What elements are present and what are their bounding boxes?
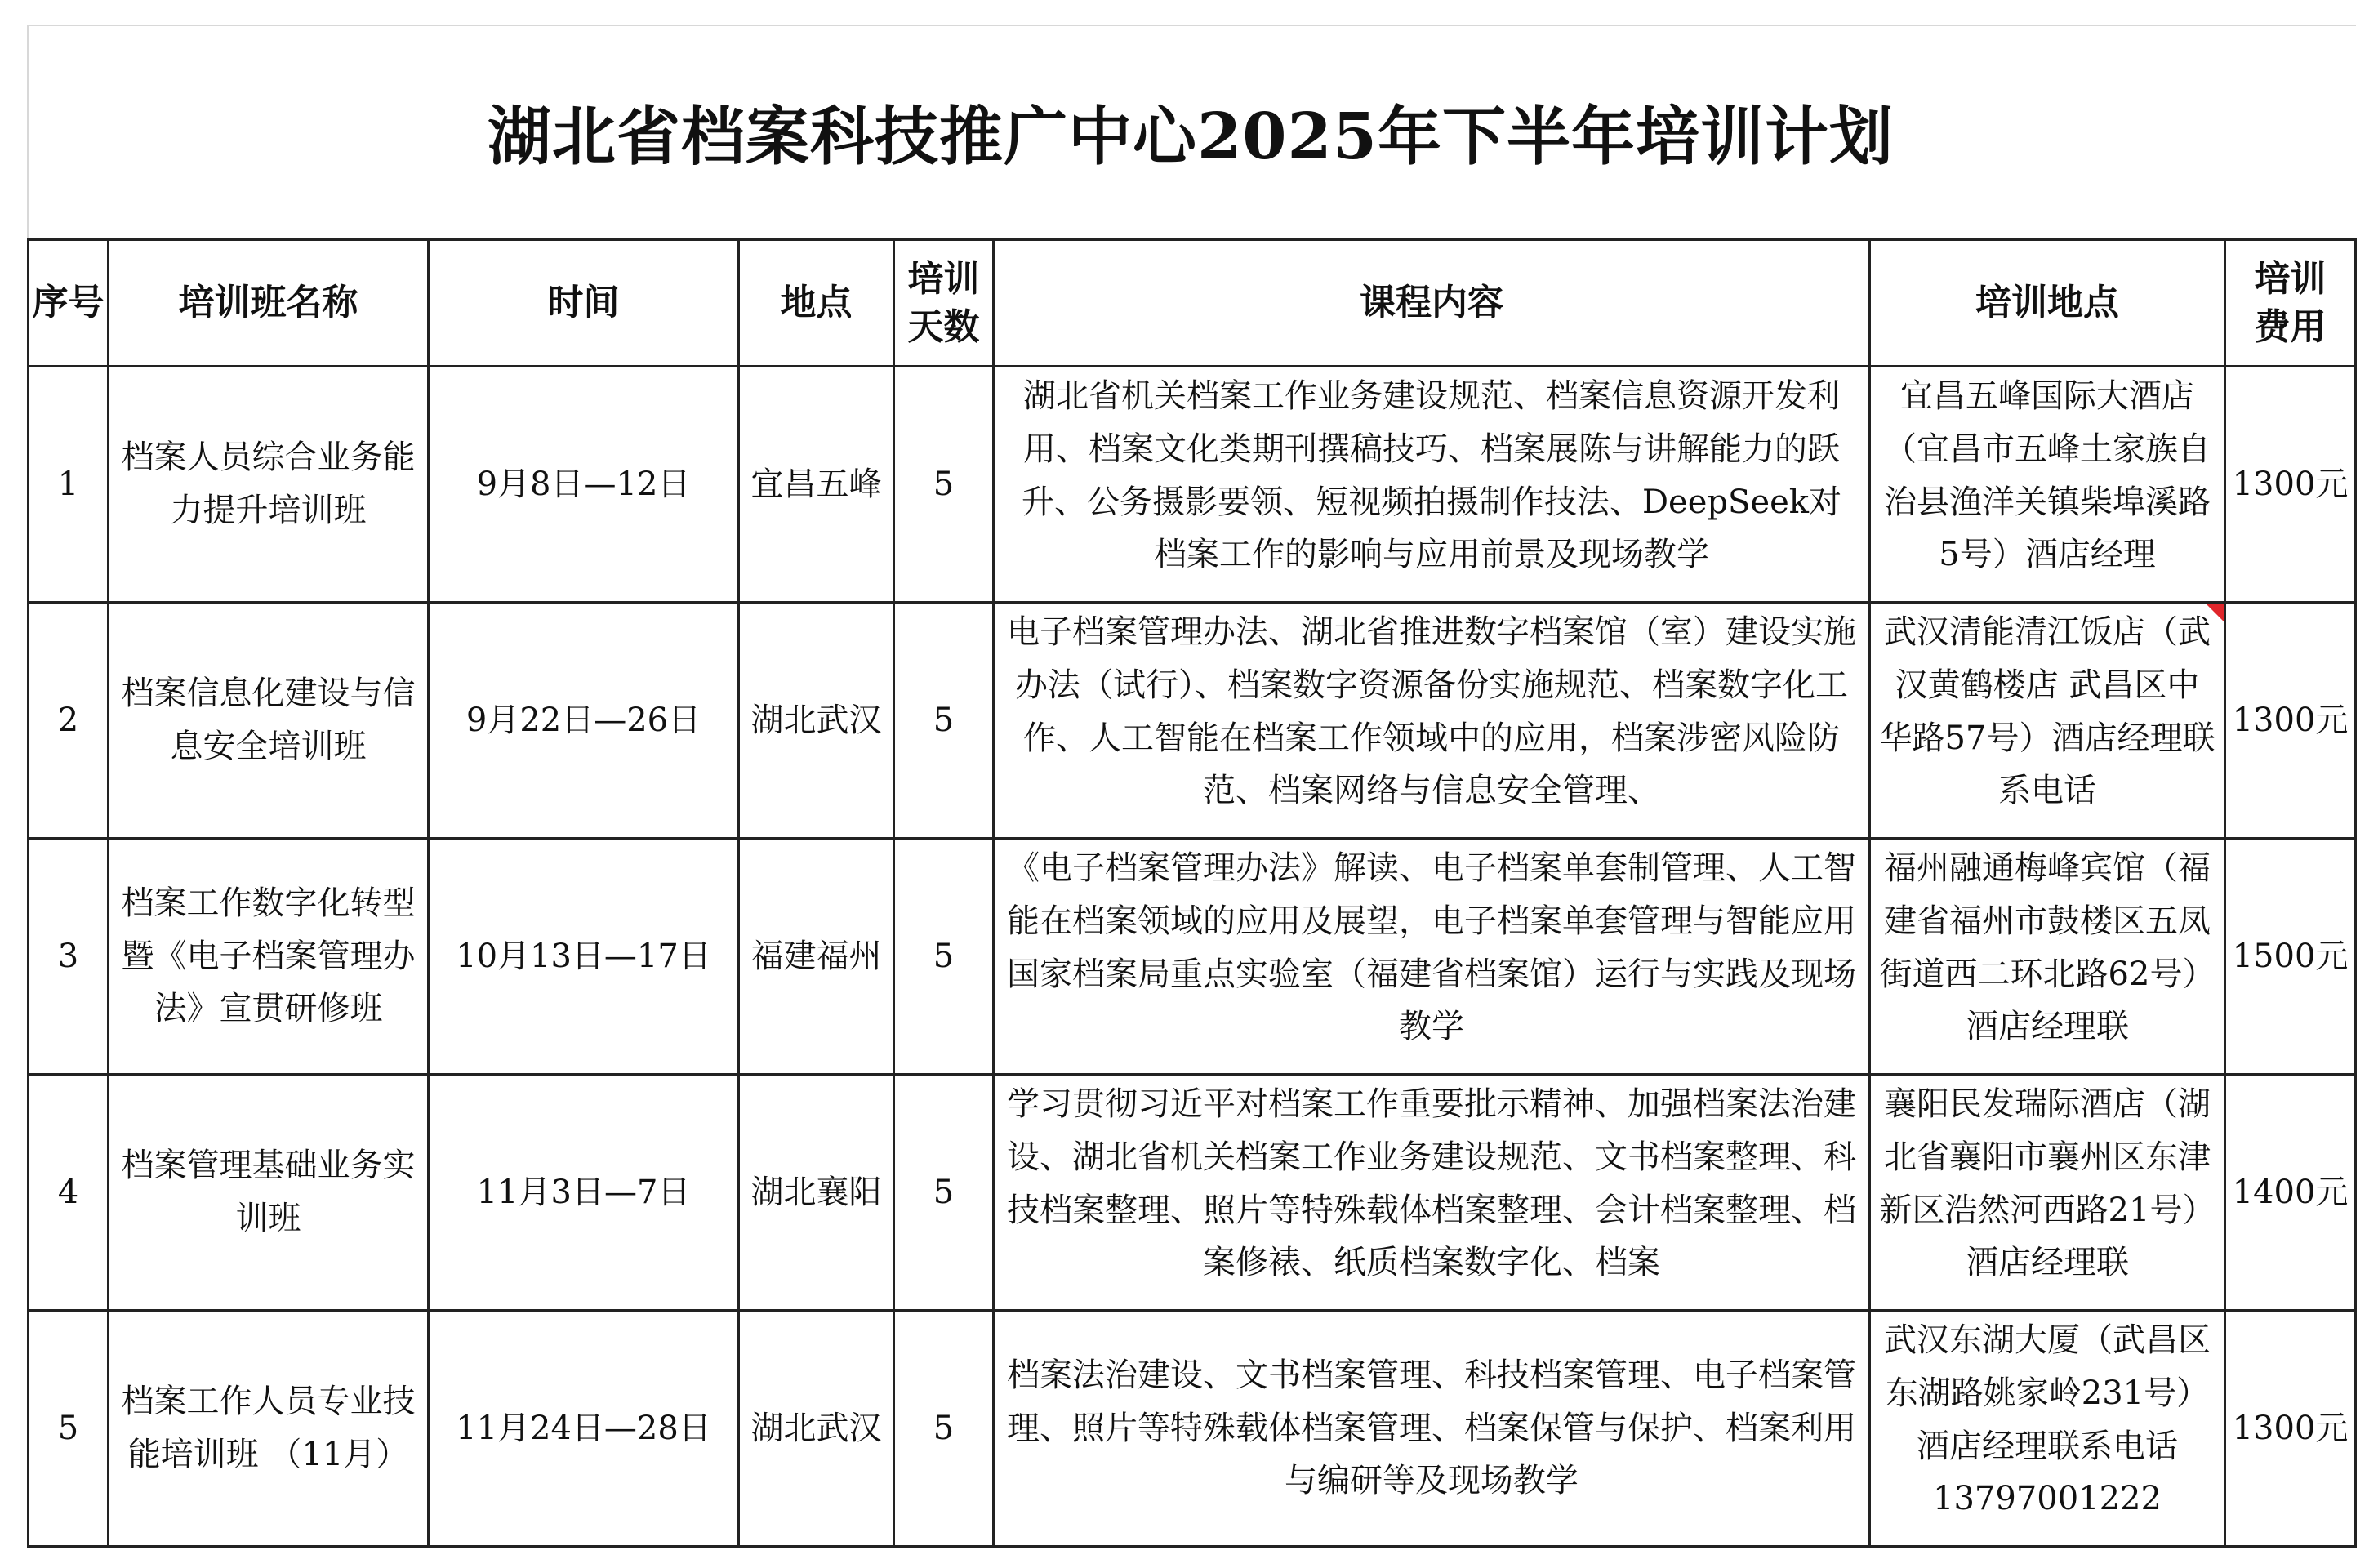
- cell-venue: [1870, 1311, 2225, 1547]
- cell-place: [739, 1075, 894, 1311]
- cell-place: [739, 603, 894, 839]
- cell-venue: [1870, 603, 2225, 839]
- header-name: 培训班名称: [109, 240, 429, 367]
- cell-seq: 5: [29, 1311, 109, 1547]
- cell-place-text: 湖北襄阳: [750, 1173, 882, 1211]
- header-days: [894, 240, 994, 367]
- cell-venue: [1870, 839, 2225, 1075]
- header-row: [29, 240, 2356, 367]
- cell-name-text: 档案管理基础业务实训班: [121, 1147, 416, 1237]
- page-title: 湖北省档案科技推广中心2025年下半年培训计划: [487, 100, 1895, 174]
- cell-place-text: 福建福州: [750, 937, 882, 975]
- header-time: 时间: [429, 240, 739, 367]
- cell-course-text: 电子档案管理办法、湖北省推进数字档案馆（室）建设实施办法（试行）、档案数字资源备份实施规范、档案数字化工作、人工智能在档案工作领域中的应用，档案涉密风险防范、档案网络与信息安全管理、: [1007, 613, 1856, 810]
- cell-time: 11月3日—7日: [429, 1075, 739, 1311]
- cell-venue-text: 福州融通梅峰宾馆（福建省福州市鼓楼区五凤街道西二环北路62号）酒店经理联: [1879, 849, 2215, 1046]
- header-fee: [2225, 240, 2356, 367]
- table-row: [29, 1075, 2356, 1311]
- cell-days: 5: [894, 1311, 994, 1547]
- cell-course: [994, 839, 1870, 1075]
- cell-seq: 2: [29, 603, 109, 839]
- cell-name: [109, 1311, 429, 1547]
- cell-venue: [1870, 367, 2225, 603]
- cell-name-text: 档案人员综合业务能力提升培训班: [121, 439, 416, 529]
- cell-course-text: 学习贯彻习近平对档案工作重要批示精神、加强档案法治建设、湖北省机关档案工作业务建设规范、文书档案整理、科技档案整理、照片等特殊载体档案整理、会计档案整理、档案修裱、纸质档案数字化、档案: [1007, 1085, 1856, 1282]
- cell-place: [739, 367, 894, 603]
- training-plan-table: [27, 238, 2357, 1548]
- cell-seq: 4: [29, 1075, 109, 1311]
- cell-time: 10月13日—17日: [429, 839, 739, 1075]
- header-seq: 序号: [29, 240, 109, 367]
- cell-time: 11月24日—28日: [429, 1311, 739, 1547]
- header-course: 课程内容: [994, 240, 1870, 367]
- cell-name: [109, 367, 429, 603]
- header-venue: 培训地点: [1870, 240, 2225, 367]
- table-row: [29, 603, 2356, 839]
- cell-name: [109, 603, 429, 839]
- cell-name-text: 档案信息化建设与信息安全培训班: [121, 675, 416, 765]
- cell-name-text: 档案工作人员专业技能培训班 （11月）: [121, 1383, 416, 1473]
- cell-place-text: 湖北武汉: [750, 1409, 882, 1447]
- cell-time: 9月8日—12日: [429, 367, 739, 603]
- cell-venue: [1870, 1075, 2225, 1311]
- cell-place-text: 宜昌五峰: [750, 465, 882, 503]
- cell-days: 5: [894, 839, 994, 1075]
- cell-place: [739, 839, 894, 1075]
- cell-course-text: 湖北省机关档案工作业务建设规范、档案信息资源开发利用、档案文化类期刊撰稿技巧、档案展陈与讲解能力的跃升、公务摄影要领、短视频拍摄制作技法、DeepSeek对档案工作的影响与应用前景及现场教学: [1021, 377, 1841, 574]
- table-row: [29, 367, 2356, 603]
- cell-course-text: 档案法治建设、文书档案管理、科技档案管理、电子档案管理、照片等特殊载体档案管理、档案保管与保护、档案利用与编研等及现场教学: [1007, 1356, 1856, 1500]
- cell-name: [109, 839, 429, 1075]
- table-row: [29, 1311, 2356, 1547]
- cell-fee: 1300元: [2225, 603, 2356, 839]
- cell-name: [109, 1075, 429, 1311]
- cell-name-text: 档案工作数字化转型暨《电子档案管理办法》宣贯研修班: [121, 884, 416, 1028]
- cell-course: [994, 1075, 1870, 1311]
- cell-days: 5: [894, 603, 994, 839]
- cell-fee: 1400元: [2225, 1075, 2356, 1311]
- cell-venue-text: 宜昌五峰国际大酒店（宜昌市五峰土家族自治县渔洋关镇柴埠溪路5号）酒店经理: [1884, 377, 2211, 574]
- cell-venue-text: 武汉清能清江饭店（武汉黄鹤楼店 武昌区中华路57号）酒店经理联系电话: [1879, 613, 2215, 810]
- cell-days: 5: [894, 367, 994, 603]
- header-fee-text: 培训费用: [2254, 257, 2327, 348]
- cell-seq: 3: [29, 839, 109, 1075]
- header-place: 地点: [739, 240, 894, 367]
- header-days-text: 培训天数: [907, 257, 980, 348]
- cell-course: [994, 603, 1870, 839]
- comment-indicator[interactable]: [2206, 604, 2224, 621]
- cell-place: [739, 1311, 894, 1547]
- cell-venue-text: 武汉东湖大厦（武昌区东湖路姚家岭231号）酒店经理联系电话13797001222: [1884, 1321, 2211, 1518]
- cell-course: [994, 1311, 1870, 1547]
- cell-course-text: 《电子档案管理办法》解读、电子档案单套制管理、人工智能在档案领域的应用及展望，电子档案单套管理与智能应用国家档案局重点实验室（福建省档案馆）运行与实践及现场教学: [1007, 849, 1856, 1046]
- cell-time: 9月22日—26日: [429, 603, 739, 839]
- cell-seq: 1: [29, 367, 109, 603]
- cell-fee: 1500元: [2225, 839, 2356, 1075]
- cell-days: 5: [894, 1075, 994, 1311]
- table-row: [29, 839, 2356, 1075]
- cell-venue-text: 襄阳民发瑞际酒店（湖北省襄阳市襄州区东津新区浩然河西路21号）酒店经理联: [1879, 1085, 2215, 1282]
- cell-course: [994, 367, 1870, 603]
- cell-place-text: 湖北武汉: [750, 701, 882, 739]
- cell-fee: 1300元: [2225, 367, 2356, 603]
- cell-fee: 1300元: [2225, 1311, 2356, 1547]
